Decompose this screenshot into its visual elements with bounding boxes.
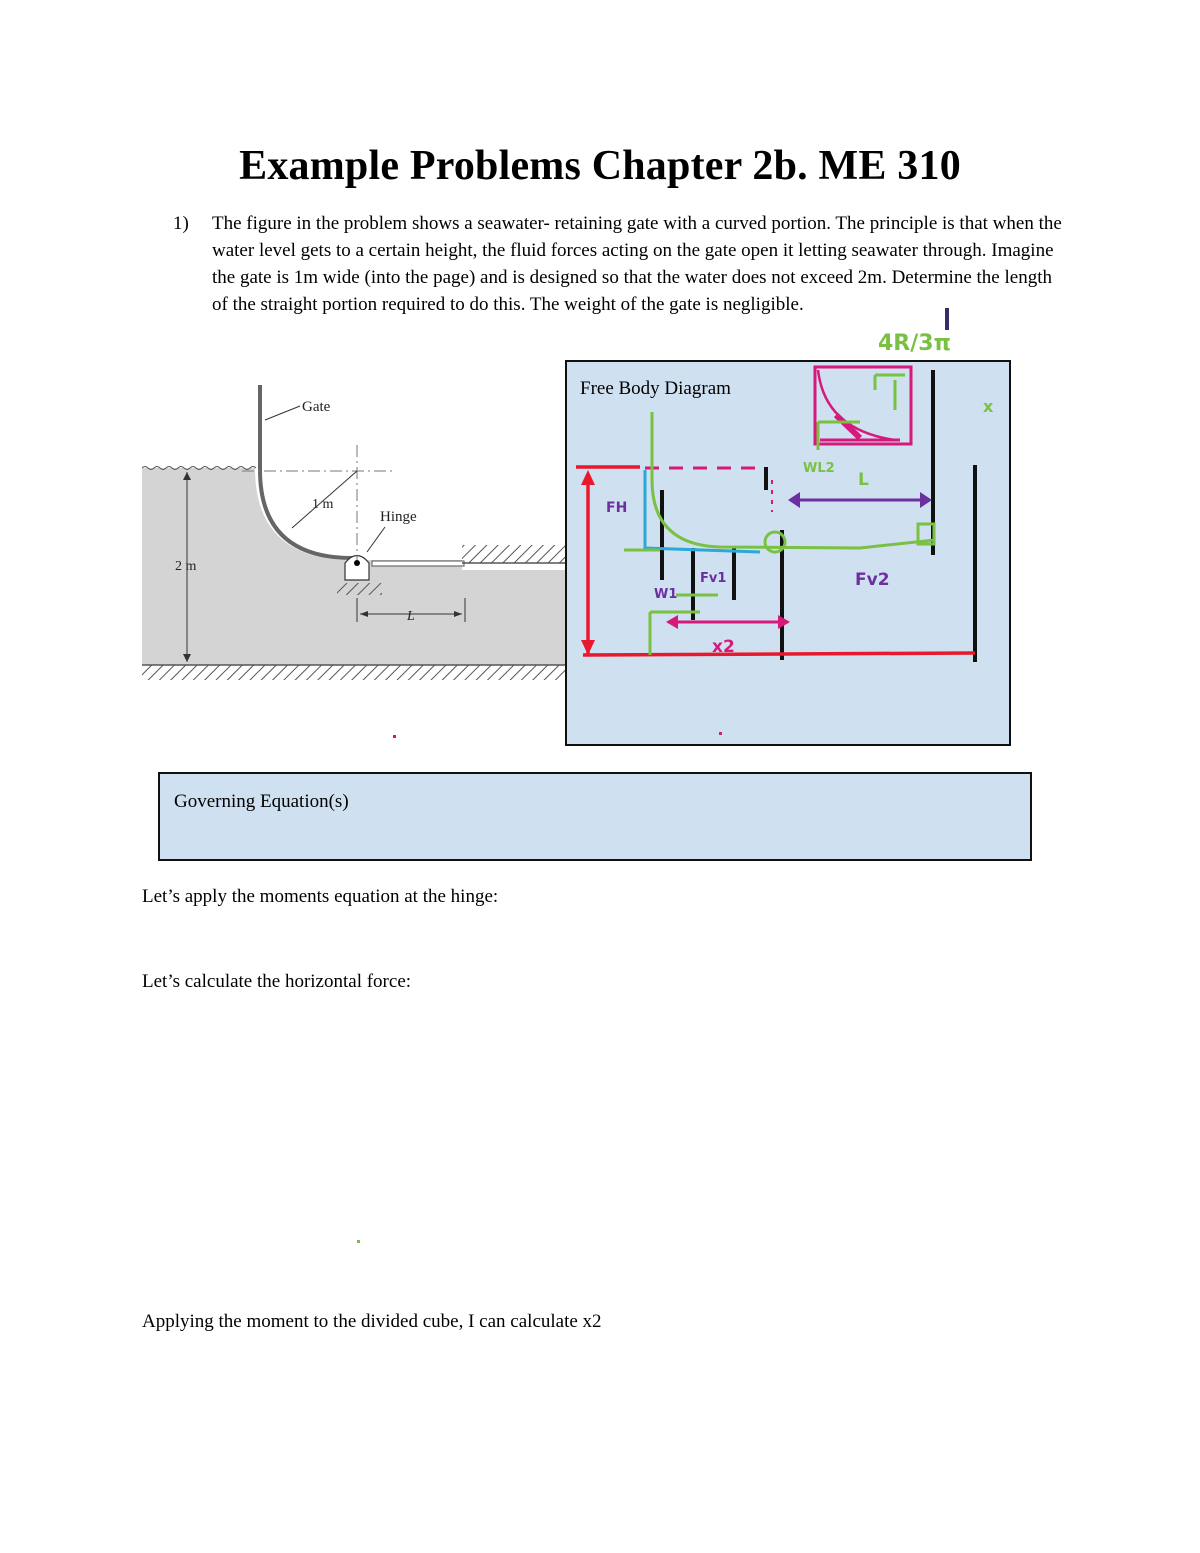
- governing-equations-box: [158, 772, 1032, 861]
- radius-label: 1 m: [312, 497, 334, 512]
- page-title: Example Problems Chapter 2b. ME 310: [239, 143, 961, 189]
- gate-label: Gate: [302, 399, 331, 415]
- fv1-label: Fv1: [700, 571, 727, 586]
- problem-text: The figure in the problem shows a seawater- retaining gate with a curved portion. The principle is that when the water level gets to a certain height, the fluid forces acting on the gate open it letting seawater through. Imagine the gate is 1m wide (into the page) and is designed so that the water does not exceed 2m. Determine the length of the straight portion required to do this. The weight of the gate is negligible.: [212, 213, 1062, 315]
- x2-label: x2: [712, 637, 735, 657]
- fbd-note-top: 4R/3π: [878, 331, 951, 356]
- inset-label-l: L: [858, 470, 869, 490]
- green-gate-curve: [652, 412, 935, 548]
- problem-number: 1): [173, 213, 189, 234]
- step-horizontal-force: Let’s calculate the horizontal force:: [142, 971, 412, 992]
- depth-label: 2 m: [175, 559, 197, 574]
- stray-dot: [393, 735, 396, 738]
- w1-label: W1: [654, 587, 678, 602]
- fv2-label: Fv2: [855, 570, 890, 590]
- inset-label-wl2: WL2: [803, 461, 835, 476]
- stray-dot: [357, 1240, 360, 1243]
- step-moments-hinge: Let’s apply the moments equation at the hinge:: [142, 886, 499, 907]
- step-divided-cube: Applying the moment to the divided cube, I can calculate x2: [142, 1311, 602, 1332]
- fbd-x-mark: x: [983, 397, 994, 416]
- fh-label: FH: [606, 500, 628, 516]
- fbd-label: Free Body Diagram: [580, 378, 731, 399]
- hinge-label: Hinge: [380, 509, 417, 525]
- stray-dot: [719, 732, 722, 735]
- governing-label: Governing Equation(s): [174, 791, 349, 812]
- red-outline: [576, 467, 975, 655]
- length-label: L: [407, 609, 415, 624]
